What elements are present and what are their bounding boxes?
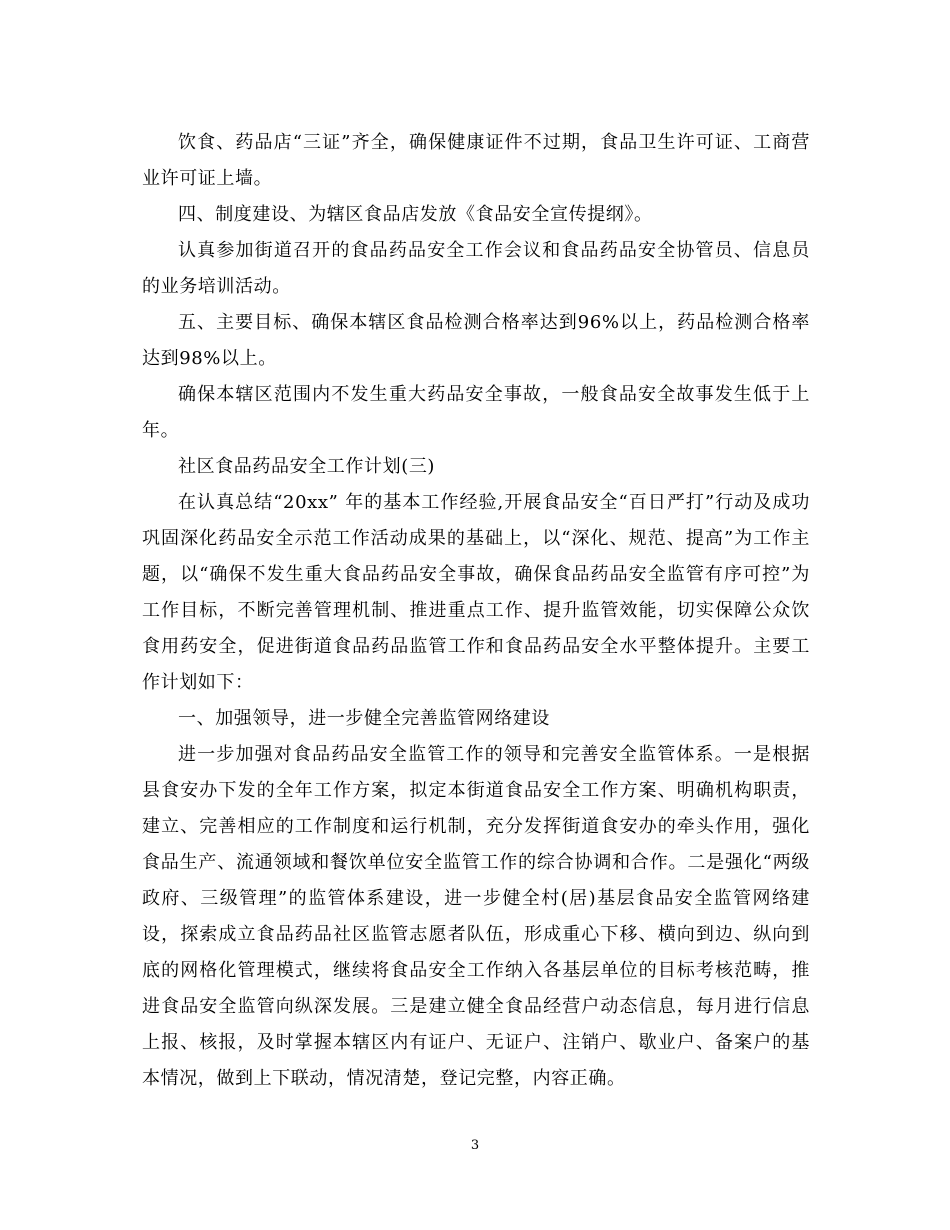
paragraph: 进一步加强对食品药品安全监管工作的领导和完善安全监管体系。一是根据县食安办下发的全年工作方案，拟定本街道食品安全工作方案、明确机构职责，建立、完善相应的工作制度和运行机制，充分发挥街道食安办的牵头作用，强化食品生产、流通领域和餐饮单位安全监管工作的综合协调和合作。二是强化“两级政府、三级管理”的监管体系建设，进一步健全村(居)基层食品安全监管网络建设，探索成立食品药品社区监管志愿者队伍，形成重心下移、横向到边、纵向到底的网格化管理模式，继续将食品安全工作纳入各基层单位的目标考核范畴，推进食品安全监管向纵深发展。三是建立健全食品经营户动态信息，每月进行信息上报、核报，及时掌握本辖区内有证户、无证户、注销户、歇业户、备案户的基本情况，做到上下联动，情况清楚，登记完整，内容正确。 bbox=[142, 744, 810, 1089]
paragraph: 认真参加街道召开的食品药品安全工作会议和食品药品安全协管员、信息员的业务培训活动。 bbox=[142, 240, 810, 297]
document-body bbox=[142, 125, 810, 1097]
page-number: 3 bbox=[470, 1138, 480, 1153]
paragraph: 四、制度建设、为辖区食品店发放《食品安全宣传提纲》。 bbox=[178, 204, 653, 225]
section-heading: 一、加强领导，进一步健全完善监管网络建设 bbox=[178, 708, 550, 729]
paragraph: 饮食、药品店“三证”齐全，确保健康证件不过期，食品卫生许可证、工商营业许可证上墙。 bbox=[142, 132, 810, 189]
paragraph: 五、主要目标、确保本辖区食品检测合格率达到96%以上，药品检测合格率达到98%以上。 bbox=[142, 312, 810, 369]
section-title: 社区食品药品安全工作计划(三) bbox=[178, 456, 436, 477]
paragraph: 在认真总结“20xx” 年的基本工作经验,开展食品安全“百日严打”行动及成功巩固深化药品安全示范工作活动成果的基础上，以“深化、规范、提高”为工作主题，以“确保不发生重大食品药品安全事故，确保食品药品安全监管有序可控”为工作目标，不断完善管理机制、推进重点工作、提升监管效能，切实保障公众饮食用药安全，促进街道食品药品监管工作和食品药品安全水平整体提升。主要工作计划如下： bbox=[142, 492, 810, 693]
paragraph: 确保本辖区范围内不发生重大药品安全事故，一般食品安全故事发生低于上年。 bbox=[142, 384, 810, 441]
